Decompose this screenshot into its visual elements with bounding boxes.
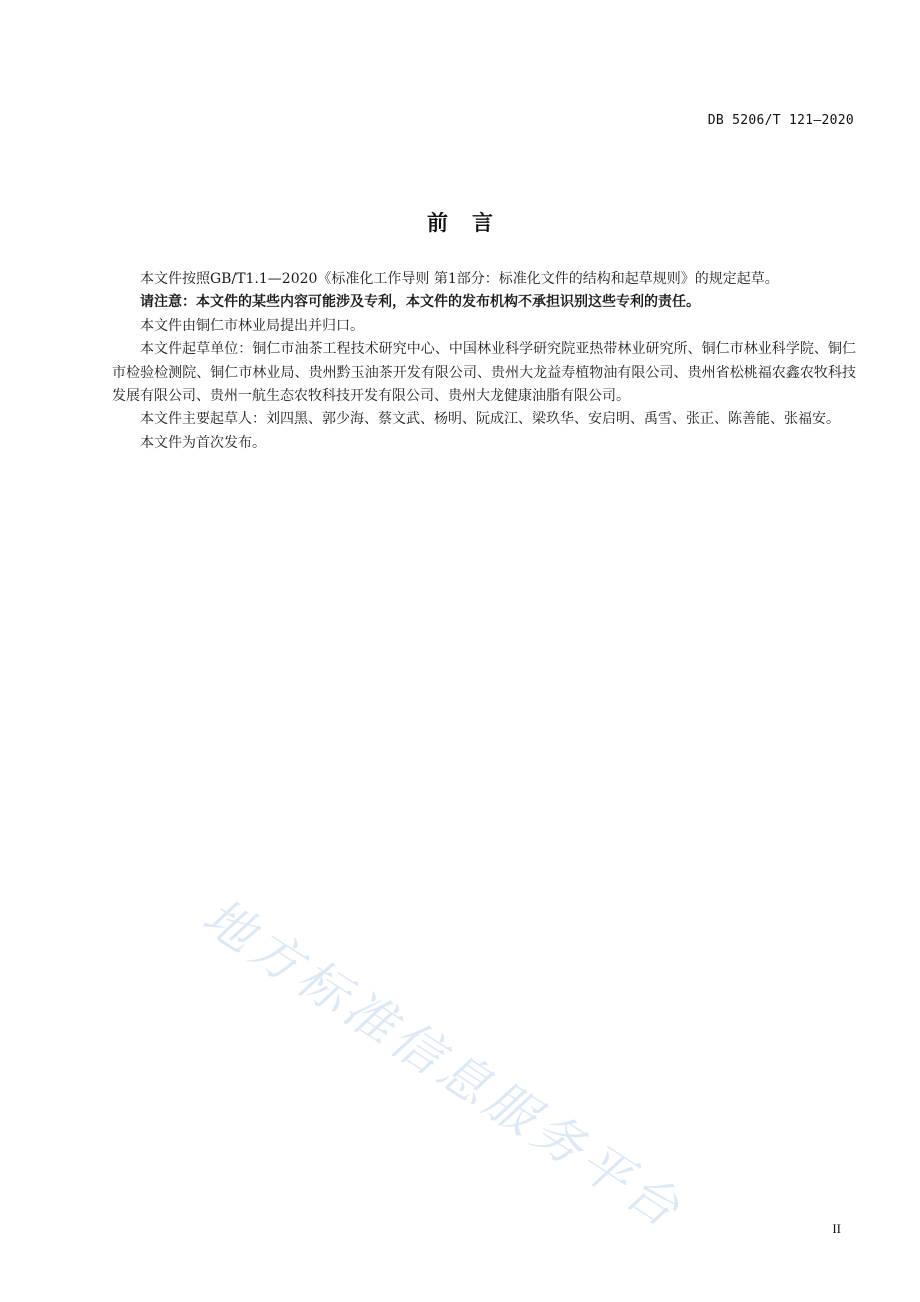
page-title: 前言 xyxy=(427,211,517,235)
paragraph-patent-notice: 请注意：本文件的某些内容可能涉及专利，本文件的发布机构不承担识别这些专利的责任。 xyxy=(140,294,700,311)
paragraph-drafting-units: 本文件起草单位：铜仁市油茶工程技术研究中心、中国林业科学研究院亚热带林业研究所、铜仁市林业科学院、铜仁市检验检测院、铜仁市林业局、贵州黔玉油茶开发有限公司、贵州大龙益寿植物油有限公司、贵州省松桃福农鑫农牧科技发展有限公司、贵州一航生态农牧科技开发有限公司、贵州大龙健康油脂有限公司。 xyxy=(112,341,856,405)
paragraph-drafting-rules: 本文件按照GB/T1.1—2020《标准化工作导则 第1部分：标准化文件的结构和起草规则》的规定起草。 xyxy=(140,271,779,287)
paragraph-proposer: 本文件由铜仁市林业局提出并归口。 xyxy=(140,317,364,334)
foreword-body xyxy=(112,268,856,455)
paragraph-drafters: 本文件主要起草人：刘四黑、郭少海、蔡文武、杨明、阮成江、梁玖华、安启明、禹雪、张正、陈善能、张福安。 xyxy=(140,411,840,428)
document-code: DB 5206/T 121—2020 xyxy=(707,113,854,128)
page-number: II xyxy=(832,1221,841,1236)
watermark-text: 地方标准信息服务平台 xyxy=(192,887,694,1241)
paragraph-first-release: 本文件为首次发布。 xyxy=(140,434,266,451)
